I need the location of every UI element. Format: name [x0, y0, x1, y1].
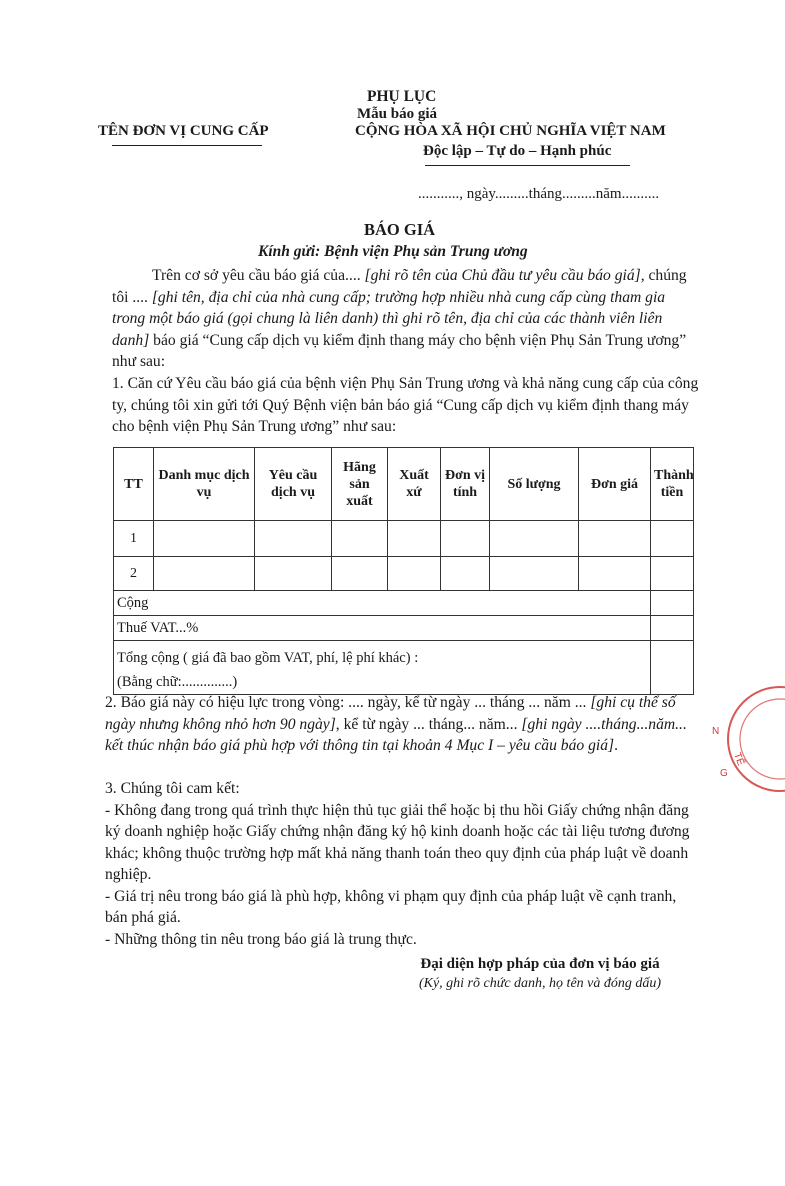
words-label: (Bằng chữ:..............)	[117, 674, 238, 690]
signature-block	[380, 954, 700, 994]
intro-text-c: chúng tôi ....	[112, 267, 687, 306]
intro-paragraph	[112, 265, 702, 373]
validity-text-a: 2. Báo giá này có hiệu lực trong vòng: .... ngày, kể từ ngày ... tháng ... năm ...	[105, 694, 591, 711]
intro-text-b: [ghi rõ tên của Chủ đầu tư yêu cầu báo giá],	[364, 267, 645, 284]
table-header-row	[114, 448, 694, 521]
commitment-title: 3. Chúng tôi cam kết:	[105, 780, 240, 797]
total-label: Tổng cộng ( giá đã bao gồm VAT, phí, lệ phí khác) :	[117, 650, 419, 666]
stamp-fragment: TẾ	[731, 751, 746, 768]
intro-text-e: báo giá “Cung cấp dịch vụ kiểm định thang máy cho bệnh viện Phụ Sản Trung ương” như sau:	[112, 331, 687, 370]
validity-text-e: .	[614, 737, 618, 754]
col-header: Đơn vị tính	[441, 448, 490, 521]
doc-title: BÁO GIÁ	[364, 220, 436, 239]
col-header: Thành tiền	[651, 448, 694, 521]
signature-title: Đại diện hợp pháp của đơn vị báo giá	[420, 956, 660, 972]
col-header: TT	[114, 448, 154, 521]
motto: Độc lập – Tự do – Hạnh phúc	[423, 143, 612, 159]
motto-underline	[425, 165, 630, 166]
date-line: ..........., ngày.........tháng.........năm..........	[418, 186, 660, 202]
quote-table	[113, 447, 694, 695]
vat-row	[114, 616, 694, 641]
validity-paragraph	[105, 692, 702, 757]
basis-paragraph	[112, 373, 702, 438]
template-title: Mẫu báo giá	[357, 106, 438, 122]
recipient-line: Kính gửi: Bệnh viện Phụ sản Trung ương	[258, 243, 528, 260]
table-row	[114, 557, 694, 591]
commitment-item: - Những thông tin nêu trong báo giá là trung thực.	[105, 930, 417, 948]
row-number: 2	[114, 557, 154, 591]
supplier-unit-name: TÊN ĐƠN VỊ CUNG CẤP	[98, 123, 269, 139]
sum-label: Cộng	[114, 591, 651, 616]
col-header: Số lượng	[490, 448, 579, 521]
commitment-item: - Giá trị nêu trong báo giá là phù hợp, không vi phạm quy định của pháp luật về cạnh tranh, bán phá giá.	[105, 887, 677, 926]
commitment-item: - Không đang trong quá trình thực hiện thủ tục giải thể hoặc bị thu hồi Giấy chứng nhận đăng ký doanh nghiệp hoặc Giấy chứng nhận đăng ký hộ kinh doanh hoặc các tài liệu tương đương khác; không thuộc trường hợp mất khả năng thanh toán theo quy định của pháp luật về doanh nghiệp.	[105, 801, 690, 883]
basis-text: 1. Căn cứ Yêu cầu báo giá của bệnh viện Phụ Sản Trung ương và khả năng cung cấp của công ty, chúng tôi xin gửi tới Quý Bệnh viện bản báo giá “Cung cấp dịch vụ kiểm định thang máy cho bệnh viện Phụ Sản Trung ương” như sau:	[112, 375, 699, 435]
stamp-fragment: G	[720, 768, 728, 779]
supplier-underline	[112, 145, 262, 146]
intro-text-a: Trên cơ sở yêu cầu báo giá của....	[152, 267, 365, 284]
stamp-fragment: N	[712, 726, 720, 737]
col-header: Xuất xứ	[388, 448, 441, 521]
total-row	[114, 641, 694, 695]
vat-label: Thuế VAT...%	[114, 616, 651, 641]
col-header: Danh mục dịch vụ	[154, 448, 255, 521]
col-header: Hãng sản xuất	[332, 448, 388, 521]
stamp-seal	[690, 684, 785, 794]
validity-text-d: [ghi ngày ....tháng...năm... kết thúc nhận báo giá phù hợp với thông tin tại khoản 4 Mục I – yêu cầu báo giá]	[105, 715, 687, 754]
table-row	[114, 521, 694, 557]
col-header: Đơn giá	[579, 448, 651, 521]
sum-row	[114, 591, 694, 616]
nation-title: CỘNG HÒA XÃ HỘI CHỦ NGHĨA VIỆT NAM	[355, 123, 666, 139]
validity-text-c: , kể từ ngày ... tháng... năm...	[335, 715, 522, 733]
row-number: 1	[114, 521, 154, 557]
validity-text-b: [ghi cụ thể số ngày nhưng không nhỏ hơn 90 ngày]	[105, 694, 676, 733]
commitment-section	[105, 778, 702, 950]
total-cell	[114, 641, 651, 695]
intro-text-d: [ghi tên, địa chỉ của nhà cung cấp; trường hợp nhiều nhà cung cấp cùng tham gia trong một báo giá (gọi chung là liên danh) thì ghi rõ tên, địa chỉ của các thành viên liên danh]	[112, 288, 666, 349]
col-header: Yêu cầu dịch vụ	[255, 448, 332, 521]
appendix-title: PHỤ LỤC	[367, 88, 437, 105]
signature-note: (Ký, ghi rõ chức danh, họ tên và đóng dấu)	[418, 976, 662, 991]
